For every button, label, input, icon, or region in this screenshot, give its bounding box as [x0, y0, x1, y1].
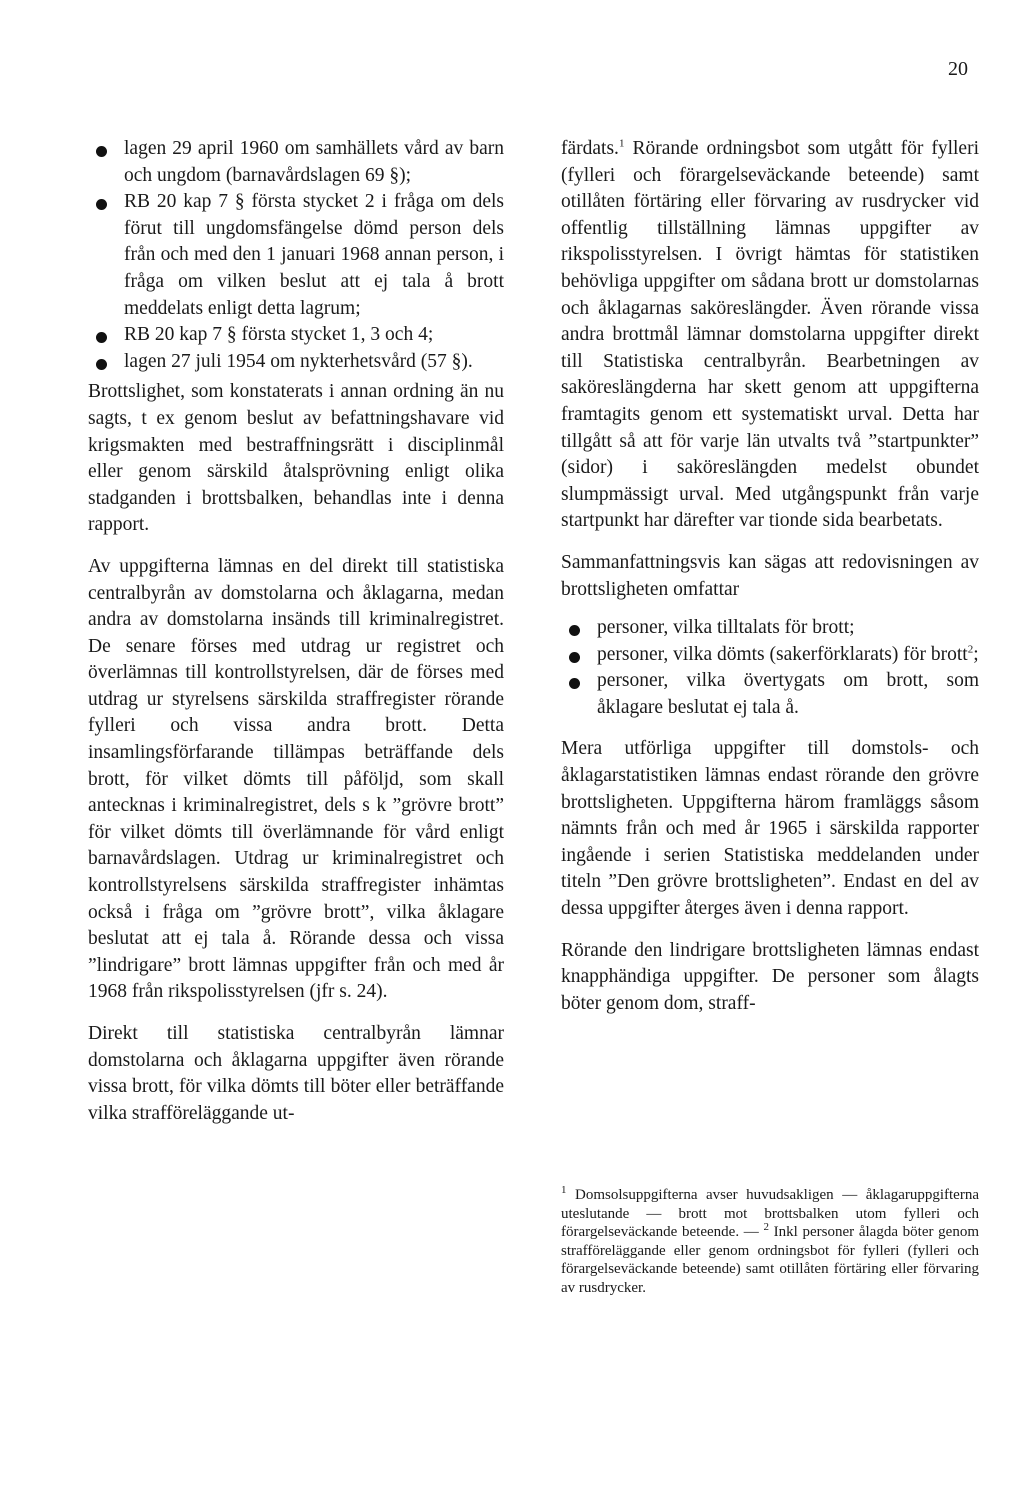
- list-item: lagen 29 april 1960 om samhällets vård av barn och ungdom (barnavårdslagen 69 §);: [88, 136, 504, 189]
- paragraph: Sammanfattningsvis kan sägas att redovisningen av brottsligheten omfattar: [561, 551, 979, 600]
- footnote-ref: 1: [618, 137, 625, 150]
- page-number: 20: [948, 58, 968, 80]
- list-item: RB 20 kap 7 § första stycket 2 i fråga om dels förut till ungdomsfängelse dömd person dels från och med den 1 januari 1968 annan person, i fråga om vilken beslut att ej tala å brott meddelats enligt detta lagrum;: [88, 189, 504, 322]
- footnote-ref: 2: [967, 643, 974, 656]
- paragraph: [561, 136, 979, 535]
- text-run: färdats.: [561, 138, 619, 159]
- paragraph: Av uppgifterna lämnas en del direkt till statistiska centralbyrån av domstolarna och åklagarna, medan andra av domstolarna insänds till kriminalregistret. De senare förses med utdrag ur registret och överlämnas till kontrollstyrelsen, där de förses med utdrag ur styrelsens särskilda straffregister rörande fylleri och vissa andra brott. Detta insamlingsförfarande tillämpas beträffande dels brott, för vilket dömts till påföljd, som skall antecknas i kriminalregistret, dels s k ”grövre brott” för vilket dömts till överlämnande för vård enligt barnavårdslagen. Utdrag ur kriminalregistret och kontrollstyrelsens särskilda straffregister inhämtas också i fråga om ”grövre brott”, vilka åklagare beslutat att ej tala å. Rörande dessa och vissa ”lindrigare” brott lämnas uppgifter från och med år 1968 från rikspolisstyrelsen (jfr s. 24).: [88, 555, 504, 1003]
- list-item: lagen 27 juli 1954 om nykterhetsvård (57 §).: [88, 349, 504, 376]
- list-item: RB 20 kap 7 § första stycket 1, 3 och 4;: [88, 322, 504, 349]
- footnote-mark: 2: [763, 1221, 769, 1234]
- list-item: [561, 642, 979, 669]
- right-column: [561, 136, 979, 1017]
- list-item: personer, vilka tilltalats för brott;: [561, 615, 979, 642]
- text-run: Rörande ordningsbot som utgått för fylleri (fylleri och förargelseväckande beteende) samt otillåten förtäring eller förvaring av rusdrycker vid offentlig tillställning lämnas uppgifter av rikspolisstyrelsen. I övrigt hämtas för statistiken behövliga uppgifter om sådana brott ur domstolarnas och åklagarnas saköreslängder. Även rörande vissa andra brottmål lämnar domstolarna uppgifter direkt till Statistiska centralbyrån. Bearbetningen av saköreslängderna har skett genom att uppgifterna framtagits genom ett systematiskt urval. Detta har tillgått så att för varje län utvalts två ”startpunkter” (sidor) i saköreslängden medelst obundet slumpmässigt urval. Med utgångspunkt från varje startpunkt har därefter var tionde sida bearbetats.: [561, 138, 979, 532]
- law-list: [88, 136, 504, 375]
- left-column: [88, 136, 504, 1127]
- footnote-text: Domsolsuppgifterna avser huvudsakligen — åklagaruppgifterna uteslutande — brott mot brottsbalken utom fylleri och förargelseväckande beteende. —: [561, 1187, 979, 1241]
- text-run: personer, vilka dömts (sakerförklarats) för brott: [597, 643, 968, 665]
- text-run: ;: [973, 643, 979, 665]
- footnote-text: Inkl personer ålagda böter genom strafföreläggande eller genom ordningsbot för fylleri (fylleri och förargelseväckande beteende) samt otillåten förtäring eller förvaring av rusdrycker.: [561, 1224, 980, 1296]
- paragraph: Direkt till statistiska centralbyrån lämnar domstolarna och åklagarna uppgifter även rörande vissa brott, för vilka dömts till böter eller beträffande vilka strafföreläggande ut-: [88, 1023, 504, 1124]
- paragraph: Mera utförliga uppgifter till domstols- och åklagarstatistiken lämnas endast rörande den grövre brottsligheten. Uppgifterna härom framläggs såsom nämnts från och med år 1965 i särskilda rapporter ingående i serien Statistiska meddelanden under titeln ”Den grövre brottsligheten”. Endast en del av dessa uppgifter återges även i denna rapport.: [561, 738, 979, 920]
- paragraph: Rörande den lindrigare brottsligheten lämnas endast knapphändiga uppgifter. De personer som ålagts böter genom dom, straff-: [561, 939, 979, 1014]
- footnote-mark: 1: [561, 1184, 567, 1196]
- footnotes: [561, 1186, 979, 1298]
- summary-list: [561, 615, 979, 721]
- list-item: personer, vilka övertygats om brott, som åklagare beslutat ej tala å.: [561, 668, 979, 721]
- paragraph: Brottslighet, som konstaterats i annan ordning än nu sagts, t ex genom beslut av befattningshavare vid krigsmakten med bestraffningsrätt i disciplinmål eller genom särskild åtalsprövning enligt olika stadganden i brottsbalken, behandlas inte i denna rapport.: [88, 381, 504, 536]
